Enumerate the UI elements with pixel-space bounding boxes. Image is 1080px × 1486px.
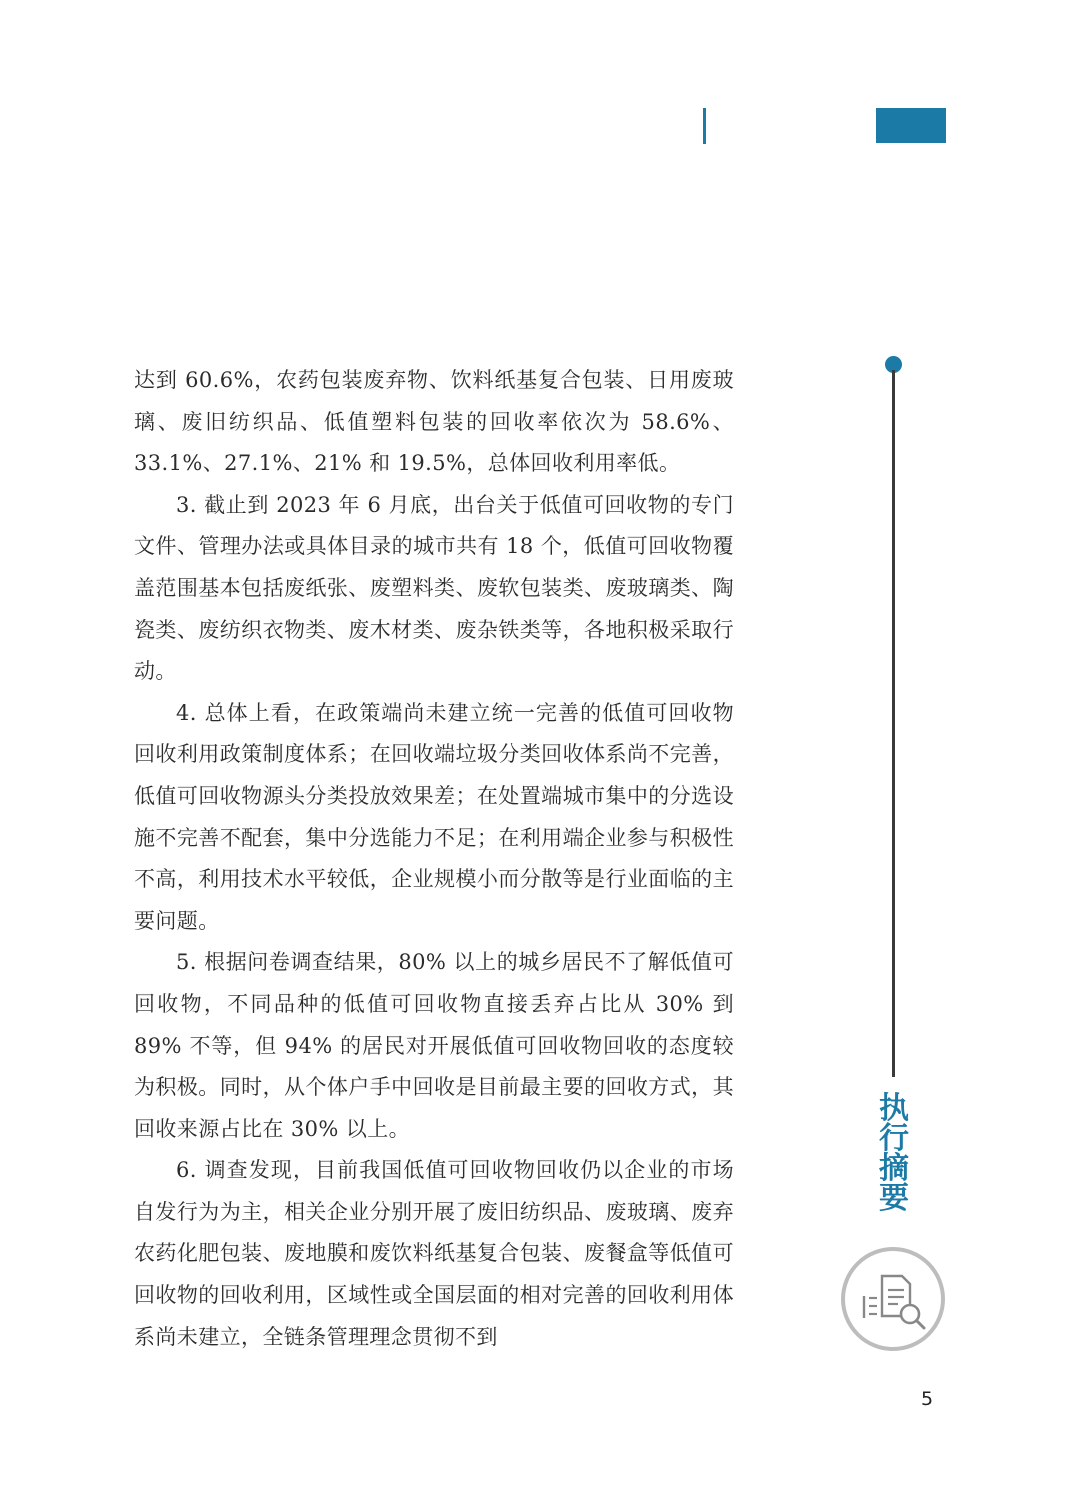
page-number: 5 — [920, 1388, 934, 1410]
sidebar-rail-line — [892, 370, 895, 1077]
body-text — [134, 360, 734, 1358]
paragraph-item-5: 5. 根据问卷调查结果，80% 以上的城乡居民不了解低值可回收物，不同品种的低值可回收物直接丢弃占比从 30% 到 89% 不等，但 94% 的居民对开展低值可回收物回收的态度较为积极。同时，从个体户手中回收是目前最主要的回收方式，其回收来源占比在 30% 以上。 — [134, 950, 734, 1141]
paragraph-item-3: 3. 截止到 2023 年 6 月底，出台关于低值可回收物的专门文件、管理办法或具体目录的城市共有 18 个，低值可回收物覆盖范围基本包括废纸张、废塑料类、废软包装类、废玻璃类、陶瓷类、废纺织衣物类、废木材类、废杂铁类等，各地积极采取行动。 — [134, 492, 734, 684]
header-accent-block — [876, 108, 946, 143]
section-title: 执行摘要 — [879, 1091, 909, 1216]
document-search-icon — [840, 1246, 946, 1352]
paragraph-item-6: 6. 调查发现，目前我国低值可回收物回收仍以企业的市场自发行为为主，相关企业分别开展了废旧纺织品、废玻璃、废弃农药化肥包装、废地膜和废饮料纸基复合包装、废餐盒等低值可回收物的回收利用，区域性或全国层面的相对完善的回收利用体系尚未建立，全链条管理理念贯彻不到 — [134, 1158, 734, 1349]
paragraph-continuation: 达到 60.6%，农药包装废弃物、饮料纸基复合包装、日用废玻璃、废旧纺织品、低值塑料包装的回收率依次为 58.6%、33.1%、27.1%、21% 和 19.5%，总体回收利用率低。 — [134, 368, 734, 476]
header-accent-line — [703, 108, 706, 144]
paragraph-item-4: 4. 总体上看，在政策端尚未建立统一完善的低值可回收物回收利用政策制度体系；在回收端垃圾分类回收体系尚不完善，低值可回收物源头分类投放效果差；在处置端城市集中的分选设施不完善不配套，集中分选能力不足；在利用端企业参与积极性不高，利用技术水平较低，企业规模小而分散等是行业面临的主要问题。 — [134, 700, 734, 933]
